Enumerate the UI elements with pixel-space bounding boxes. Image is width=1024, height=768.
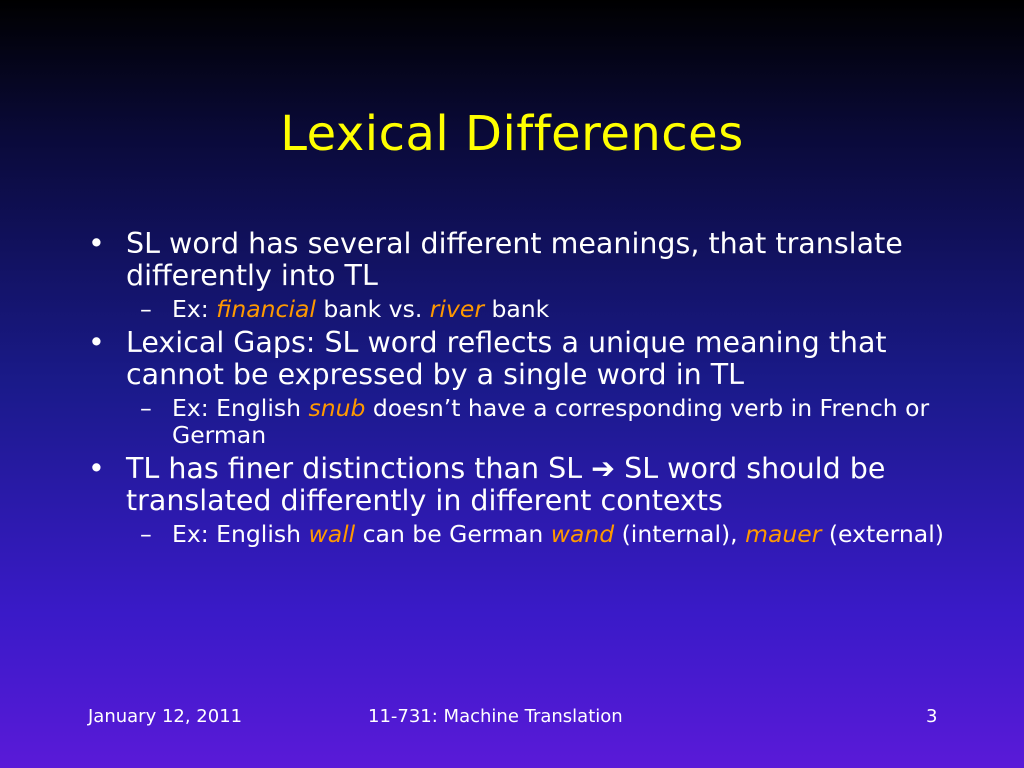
bullet-marker: • (88, 326, 105, 359)
sub-bullet-marker: – (140, 394, 152, 422)
bullet-text: SL word has several different meanings, that translate differently into TL (126, 227, 903, 292)
footer-course-title: 11-731: Machine Translation (368, 706, 623, 727)
sub-bullet-marker: – (140, 520, 152, 548)
bullet-text: SL word should be translated differently in different contexts (126, 452, 886, 517)
emphasis-word: wand (550, 520, 615, 548)
slide-content (88, 224, 948, 552)
bullet-marker: • (88, 227, 105, 260)
sub-text: Ex: English (172, 394, 309, 422)
emphasis-word: mauer (745, 520, 822, 548)
bullet-item (88, 228, 948, 292)
sub-bullet-item (88, 521, 948, 548)
sub-text: bank vs. (315, 295, 430, 323)
bullet-item (88, 453, 948, 517)
bullet-marker: • (88, 452, 105, 485)
sub-text: can be German (355, 520, 551, 548)
emphasis-word: river (429, 295, 484, 323)
right-arrow-icon: ➔ (591, 452, 616, 485)
sub-text: Ex: English (172, 520, 309, 548)
emphasis-word: financial (216, 295, 316, 323)
sub-bullet-item (88, 395, 948, 449)
emphasis-word: wall (308, 520, 356, 548)
sub-text: Ex: (172, 295, 217, 323)
footer-date: January 12, 2011 (88, 706, 243, 727)
sub-bullet-marker: – (140, 295, 152, 323)
bullet-item (88, 327, 948, 391)
bullet-text: TL has finer distinctions than SL (126, 452, 592, 485)
emphasis-word: snub (308, 394, 366, 422)
sub-text: bank (483, 295, 550, 323)
sub-text: doesn’t have a corresponding verb in French or German (172, 394, 930, 449)
footer-page-number: 3 (926, 706, 938, 727)
sub-text: (external) (821, 520, 944, 548)
slide-title: Lexical Differences (280, 106, 744, 162)
sub-bullet-item (88, 296, 948, 323)
sub-text: (internal), (614, 520, 746, 548)
bullet-text: Lexical Gaps: SL word reflects a unique meaning that cannot be expressed by a single word in TL (126, 326, 887, 391)
